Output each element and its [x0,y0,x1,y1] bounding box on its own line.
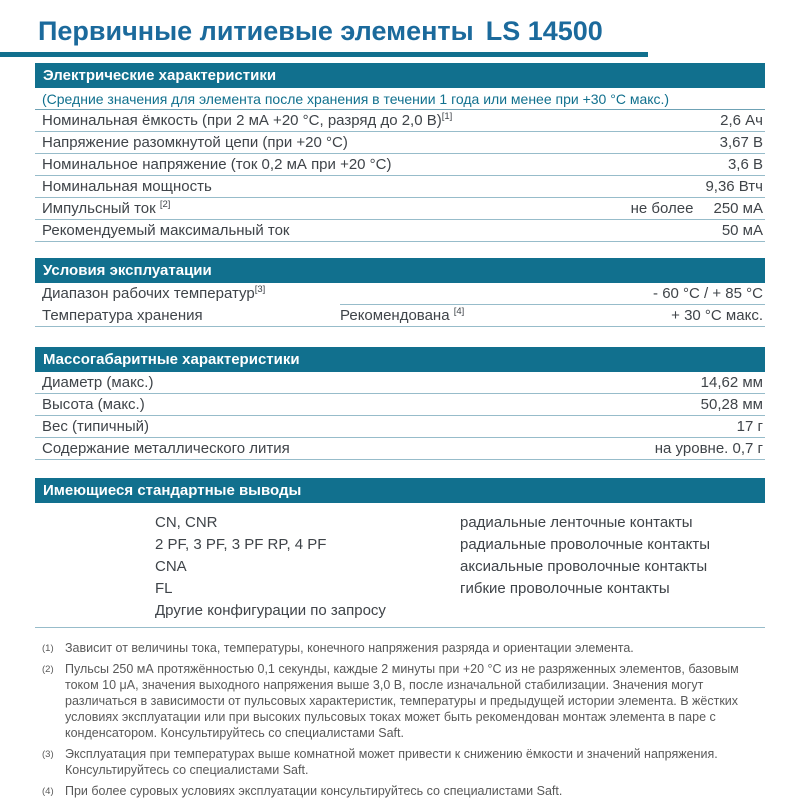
spec-row-weight [35,416,765,438]
terminal-description: радиальные ленточные контакты [460,513,693,531]
spec-row-nominal-capacity [35,110,765,132]
spec-label: Диаметр (макс.) [42,373,154,391]
spec-label: Температура хранения [42,306,203,324]
spec-value: 50 мА [721,221,763,239]
footnotes [35,628,765,799]
spec-row-max-recommended-current [35,220,765,242]
spec-label: Диапазон рабочих температур [42,284,255,302]
footnote-text: Зависит от величины тока, температуры, конечного напряжения разряда и ориентации элемента. [65,640,634,655]
spec-value: 14,62 мм [700,373,763,391]
footnote-marker: (4) [42,785,54,797]
title-underline [0,52,648,57]
terminal-codes-column [155,512,460,622]
page-title [0,15,800,47]
spec-row-temperature-range [35,283,765,305]
footnote-text: Эксплуатация при температурах выше комнатной может привести к снижению ёмкости и значений напряжения. Консультируйтесь со специалистами Saft. [65,746,718,777]
footnote-3 [35,746,765,778]
spec-label: Номинальное напряжение (ток 0,2 мА при +20 °C) [42,155,392,173]
product-model: LS 14500 [485,16,603,46]
footnote-ref: [1] [441,110,453,122]
terminals-list [35,512,765,622]
spec-label: Содержание металлического лития [42,439,290,457]
terminal-description: гибкие проволочные контакты [460,579,670,597]
spec-value: 250 мА [713,199,763,217]
spec-label: Импульсный ток [42,199,160,217]
footnote-text: При более суровых условиях эксплуатации консультируйтесь со специалистами Saft. [65,783,563,798]
spec-label: Номинальная мощность [42,177,212,195]
footnote-ref: [4] [453,305,465,317]
terminal-code: CN, CNR [155,513,218,531]
spec-value: 17 г [736,417,763,435]
spec-row-nominal-voltage [35,154,765,176]
terminal-description: аксиальные проволочные контакты [460,557,708,575]
spec-value: на уровне. 0,7 г [654,439,763,457]
spec-value: 9,36 Втч [705,177,763,195]
spec-row-nominal-power [35,176,765,198]
section-header-terminals: Имеющиеся стандартные выводы [35,478,765,503]
footnote-marker: (3) [42,748,54,760]
spec-row-storage-temperature [35,305,765,327]
spec-value: 2,6 Ач [720,111,763,129]
spec-label: Рекомендуемый максимальный ток [42,221,290,239]
footnote-ref: [3] [254,283,266,295]
page-header [0,0,800,57]
spec-value: 3,6 В [727,155,763,173]
terminal-code: Другие конфигурации по запросу [155,601,386,619]
spec-value: - 60 °C / + 85 °C [653,284,763,302]
terminal-description: радиальные проволочные контакты [460,535,711,553]
footnote-2 [35,661,765,741]
footnote-1 [35,640,765,656]
spec-value: + 30 °C макс. [671,306,763,324]
spec-row-height [35,394,765,416]
section-header-operating: Условия эксплуатации [35,258,765,283]
footnote-ref: [2] [159,198,171,210]
spec-label: Номинальная ёмкость (при 2 мА +20 °C, разряд до 2,0 В) [42,111,442,129]
spec-value: 50,28 мм [700,395,763,413]
spec-label: Напряжение разомкнутой цепи (при +20 °C) [42,133,348,151]
spec-qualifier: Рекомендована [340,306,454,324]
spec-qualifier: не более [630,199,694,217]
terminal-descriptions-column [460,512,710,622]
spec-value: 3,67 В [719,133,763,151]
terminal-code: 2 PF, 3 PF, 3 PF RP, 4 PF [155,535,327,553]
spec-row-lithium-content [35,438,765,460]
datasheet-content [35,63,765,799]
spec-row-open-circuit-voltage [35,132,765,154]
footnote-4 [35,783,765,799]
footnote-text: Пульсы 250 мА протяжённостью 0,1 секунды, каждые 2 минуты при +20 °C из не разряженных элементов, базовым током 10 μА, значения выходного напряжения выше 3,0 В, после изначальной стабилизации. Значения могут различаться в зависимости от пульсовых характеристик, температуры и предыдущей истории элемента. В жёстких условиях эксплуатации или при высоких пульсовых токах может быть рекомендован монтаж элемента в паре с конденсатором. Консультируйтесь со специалистами Saft. [65,661,739,740]
spec-label: Высота (макс.) [42,395,145,413]
electrical-subtitle: (Средние значения для элемента после хранения в течении 1 года или менее при +30 °C макс.) [35,88,765,110]
section-header-physical: Массогабаритные характеристики [35,347,765,372]
spec-row-diameter [35,372,765,394]
terminal-code: FL [155,579,173,597]
terminal-code: CNA [155,557,187,575]
footnote-marker: (2) [42,663,54,675]
spec-row-pulse-current [35,198,765,220]
section-header-electrical: Электрические характеристики [35,63,765,88]
page-title-text: Первичные литиевые элементы [38,16,474,46]
terminals-indent [35,512,155,622]
footnote-marker: (1) [42,642,54,654]
spec-label: Вес (типичный) [42,417,150,435]
